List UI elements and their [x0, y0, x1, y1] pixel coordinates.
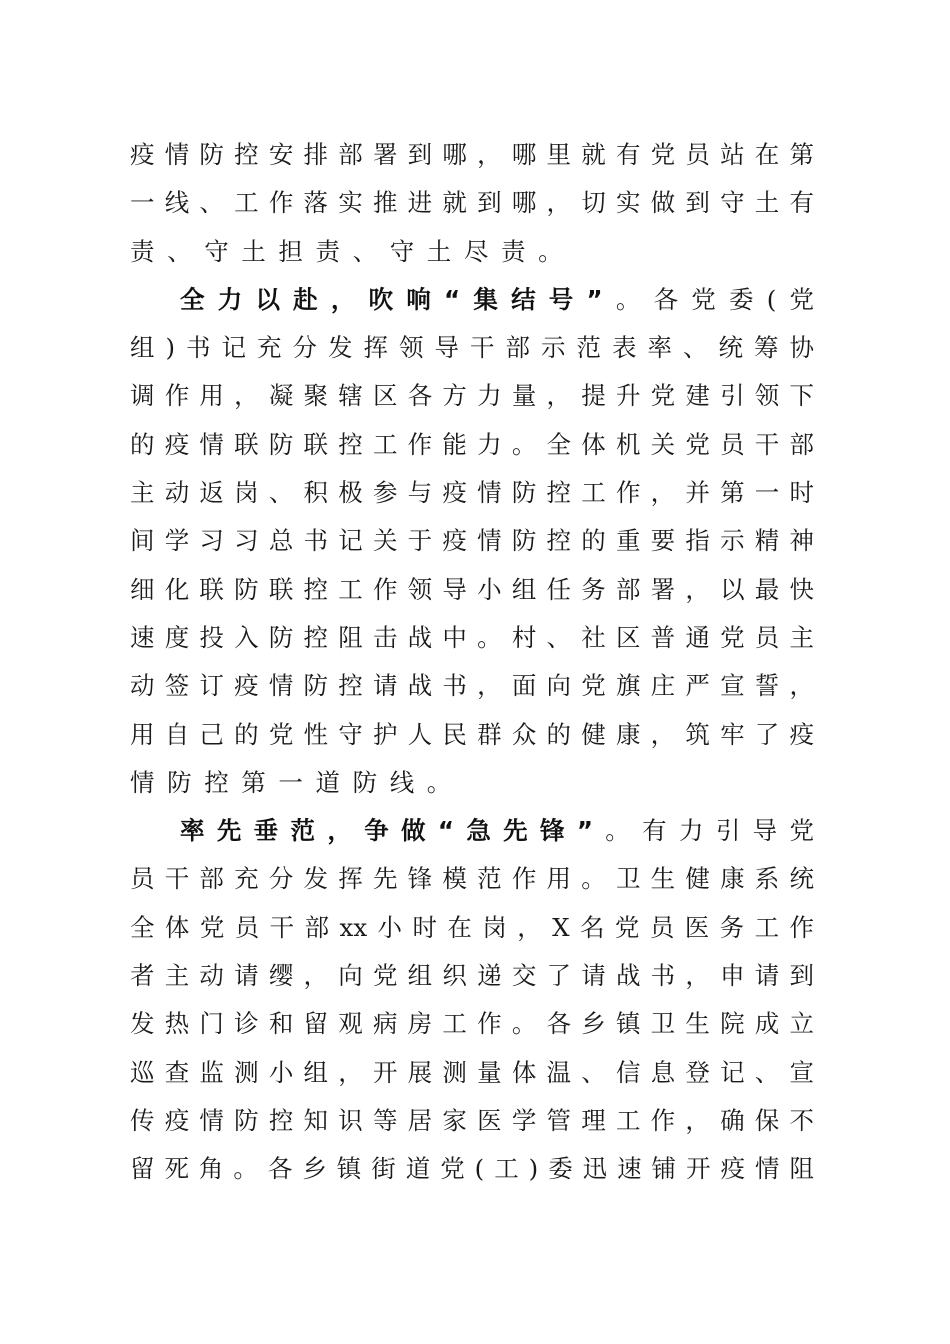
text-line: 间学习习总书记关于疫情防控的重要指示精神: [130, 526, 814, 556]
text-line: 传疫情防控知识等居家医学管理工作，确保不: [130, 1105, 814, 1135]
text-line: 细化联防联控工作领导小组任务部署，以最快: [130, 574, 814, 604]
text-line: 的疫情联防联控工作能力。全体机关党员干部: [130, 429, 814, 459]
text-line: 用自己的党性守护人民群众的健康，筑牢了疫: [130, 719, 814, 749]
text-line: 一线、工作落实推进就到哪，切实做到守土有: [130, 188, 814, 218]
paragraph-first-line: [130, 807, 814, 855]
paragraph-first-line: [130, 276, 814, 324]
text-line: 速度投入防控阻击战中。村、社区普通党员主: [130, 622, 814, 652]
text-line: 发热门诊和留观病房工作。各乡镇卫生院成立: [130, 1009, 814, 1039]
text-line: 者主动请缨，向党组织递交了请战书，申请到: [130, 961, 814, 991]
document-body: [130, 131, 814, 1194]
text-line: 调作用，凝聚辖区各方力量，提升党建引领下: [130, 381, 814, 411]
section-heading: 全力以赴，吹响“集结号”: [180, 284, 603, 314]
text-line: 主动返岗、积极参与疫情防控工作，并第一时: [130, 478, 814, 508]
text-line: 全体党员干部xx小时在岗，X名党员医务工作: [130, 912, 814, 942]
section-heading: 率先垂范，争做“急先锋”: [180, 816, 593, 846]
text-line: 巡查监测小组，开展测量体温、信息登记、宣: [130, 1057, 814, 1087]
text-run: 。各党委(党: [602, 284, 814, 314]
text-line: 留死角。各乡镇街道党(工)委迅速铺开疫情阻: [130, 1154, 814, 1184]
text-line: 情防控第一道防线。: [130, 767, 464, 797]
text-line: 责、守土担责、守土尽责。: [130, 236, 576, 266]
text-run: 。有力引导党: [592, 816, 814, 846]
text-line: 组)书记充分发挥领导干部示范表率、统筹协: [130, 333, 814, 363]
text-line: 动签订疫情防控请战书，面向党旗庄严宣誓，: [130, 671, 814, 701]
text-line: 疫情防控安排部署到哪，哪里就有党员站在第: [130, 140, 814, 169]
text-line: 员干部充分发挥先锋模范作用。卫生健康系统: [130, 864, 814, 894]
